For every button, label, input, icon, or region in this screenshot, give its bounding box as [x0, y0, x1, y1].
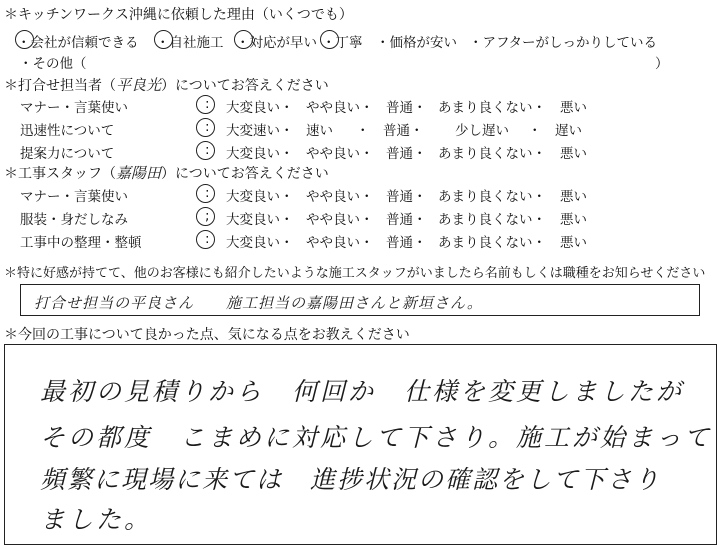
- q3-row-label: マナー・言葉使い: [20, 189, 128, 205]
- staff-recommendation-answer: 打合せ担当の平良さん 施工担当の嘉陽田さんと新垣さん。: [34, 294, 483, 312]
- question-2-suffix: ）についてお答えください: [161, 78, 329, 94]
- q2-row-choice-3: 普通・: [386, 146, 427, 162]
- q2-row-choice-1: 大変速い・: [226, 123, 294, 139]
- selection-circle-own-construction: [154, 30, 173, 49]
- q2-row-choice-1: 大変良い・: [226, 146, 294, 162]
- option-other: ・その他（: [19, 56, 87, 72]
- q2-row-choice-3: 普通・: [386, 100, 427, 116]
- q2-row-choice-4: あまり良くない・: [438, 100, 546, 116]
- q3-row-choice-1: 大変良い・: [226, 235, 294, 251]
- q2-row-choice-3: ・ 普通・: [356, 123, 424, 139]
- selection-circle-reliable: [15, 30, 34, 49]
- sales-staff-name: 平良光: [116, 76, 162, 94]
- q2-row-colon: :: [205, 96, 210, 112]
- construction-staff-name: 嘉陽田: [116, 164, 162, 182]
- q3-row-choice-2: やや良い・: [306, 235, 374, 251]
- question-3-suffix: ）についてお答えください: [161, 166, 329, 182]
- q2-row-choice-5: ・ 遅い: [528, 123, 582, 139]
- q3-row-label: 服装・身だしなみ: [20, 212, 128, 228]
- selection-circle-fast-response: [234, 30, 253, 49]
- q3-row-label: 工事中の整理・整頓: [20, 235, 142, 251]
- question-5-title: ＊今回の工事について良かった点、気になる点をお教えください: [4, 327, 410, 343]
- q2-row-colon: :: [205, 119, 210, 135]
- q3-row-choice-3: 普通・: [386, 189, 427, 205]
- answer-circle: [196, 230, 215, 249]
- feedback-line-2: その都度 こまめに対応して下さり。施工が始まって: [40, 423, 713, 452]
- feedback-line-1: 最初の見積りから 何回か 仕様を変更しましたが: [40, 377, 685, 406]
- q3-row-choice-5: 悪い: [560, 212, 587, 228]
- q2-row-label: 迅速性について: [20, 123, 115, 139]
- feedback-line-3: 頻繁に現場に来ては 進捗状況の確認をして下さり: [40, 465, 662, 494]
- q2-row-choice-5: 悪い: [560, 146, 587, 162]
- option-other-close: ）: [655, 56, 669, 72]
- q3-row-choice-1: 大変良い・: [226, 189, 294, 205]
- option-own-construction: ・自社施工: [156, 35, 224, 51]
- q2-row-colon: :: [205, 142, 210, 158]
- q2-row-label: マナー・言葉使い: [20, 100, 128, 116]
- question-4-title: ＊特に好感が持てて、他のお客様にも紹介したいような施工スタッフがいましたら名前もしくは職種をお知らせください: [4, 266, 706, 281]
- q2-row-choice-4: 少し遅い: [455, 123, 509, 139]
- option-aftercare: ・アフターがしっかりしている: [469, 35, 658, 51]
- answer-circle: [196, 95, 215, 114]
- q3-row-choice-4: あまり良くない・: [438, 235, 546, 251]
- q2-row-choice-1: 大変良い・: [226, 100, 294, 116]
- option-cheap-price: ・価格が安い: [376, 35, 457, 51]
- option-reliable-company: ・会社が信頼できる: [17, 35, 139, 51]
- q3-row-choice-3: 普通・: [386, 235, 427, 251]
- q2-row-choice-5: 悪い: [560, 100, 587, 116]
- question-2-prefix: ＊打合せ担当者（: [4, 78, 116, 94]
- feedback-line-4: ました。: [40, 505, 153, 534]
- answer-circle: [196, 141, 215, 160]
- q3-row-choice-2: やや良い・: [306, 189, 374, 205]
- q2-row-label: 提案力について: [20, 146, 115, 162]
- q3-row-choice-3: 普通・: [386, 212, 427, 228]
- q3-row-choice-2: やや良い・: [306, 212, 374, 228]
- q3-row-colon: :: [205, 231, 210, 247]
- answer-circle: [196, 118, 215, 137]
- option-fast-response: ・対応が早い: [236, 35, 317, 51]
- q3-row-choice-5: 悪い: [560, 235, 587, 251]
- q2-row-choice-4: あまり良くない・: [438, 146, 546, 162]
- selection-circle-polite: [320, 30, 339, 49]
- q2-row-choice-2: やや良い・: [306, 146, 374, 162]
- option-polite: ・丁寧: [322, 35, 363, 51]
- q2-row-choice-2: 速い: [306, 123, 333, 139]
- q3-row-choice-4: あまり良くない・: [438, 212, 546, 228]
- q3-row-colon: :: [205, 185, 210, 201]
- q2-row-choice-2: やや良い・: [306, 100, 374, 116]
- question-3-prefix: ＊工事スタッフ（: [4, 166, 116, 182]
- q3-row-choice-4: あまり良くない・: [438, 189, 546, 205]
- q3-row-choice-5: 悪い: [560, 189, 587, 205]
- question-1-title: ＊キッチンワークス沖縄に依頼した理由（いくつでも）: [4, 7, 353, 23]
- question-3-title: [4, 162, 329, 183]
- q3-row-choice-1: 大変良い・: [226, 212, 294, 228]
- answer-circle: [196, 184, 215, 203]
- answer-circle: [196, 207, 215, 226]
- q3-row-colon: ;: [205, 208, 210, 224]
- question-2-title: [4, 74, 329, 95]
